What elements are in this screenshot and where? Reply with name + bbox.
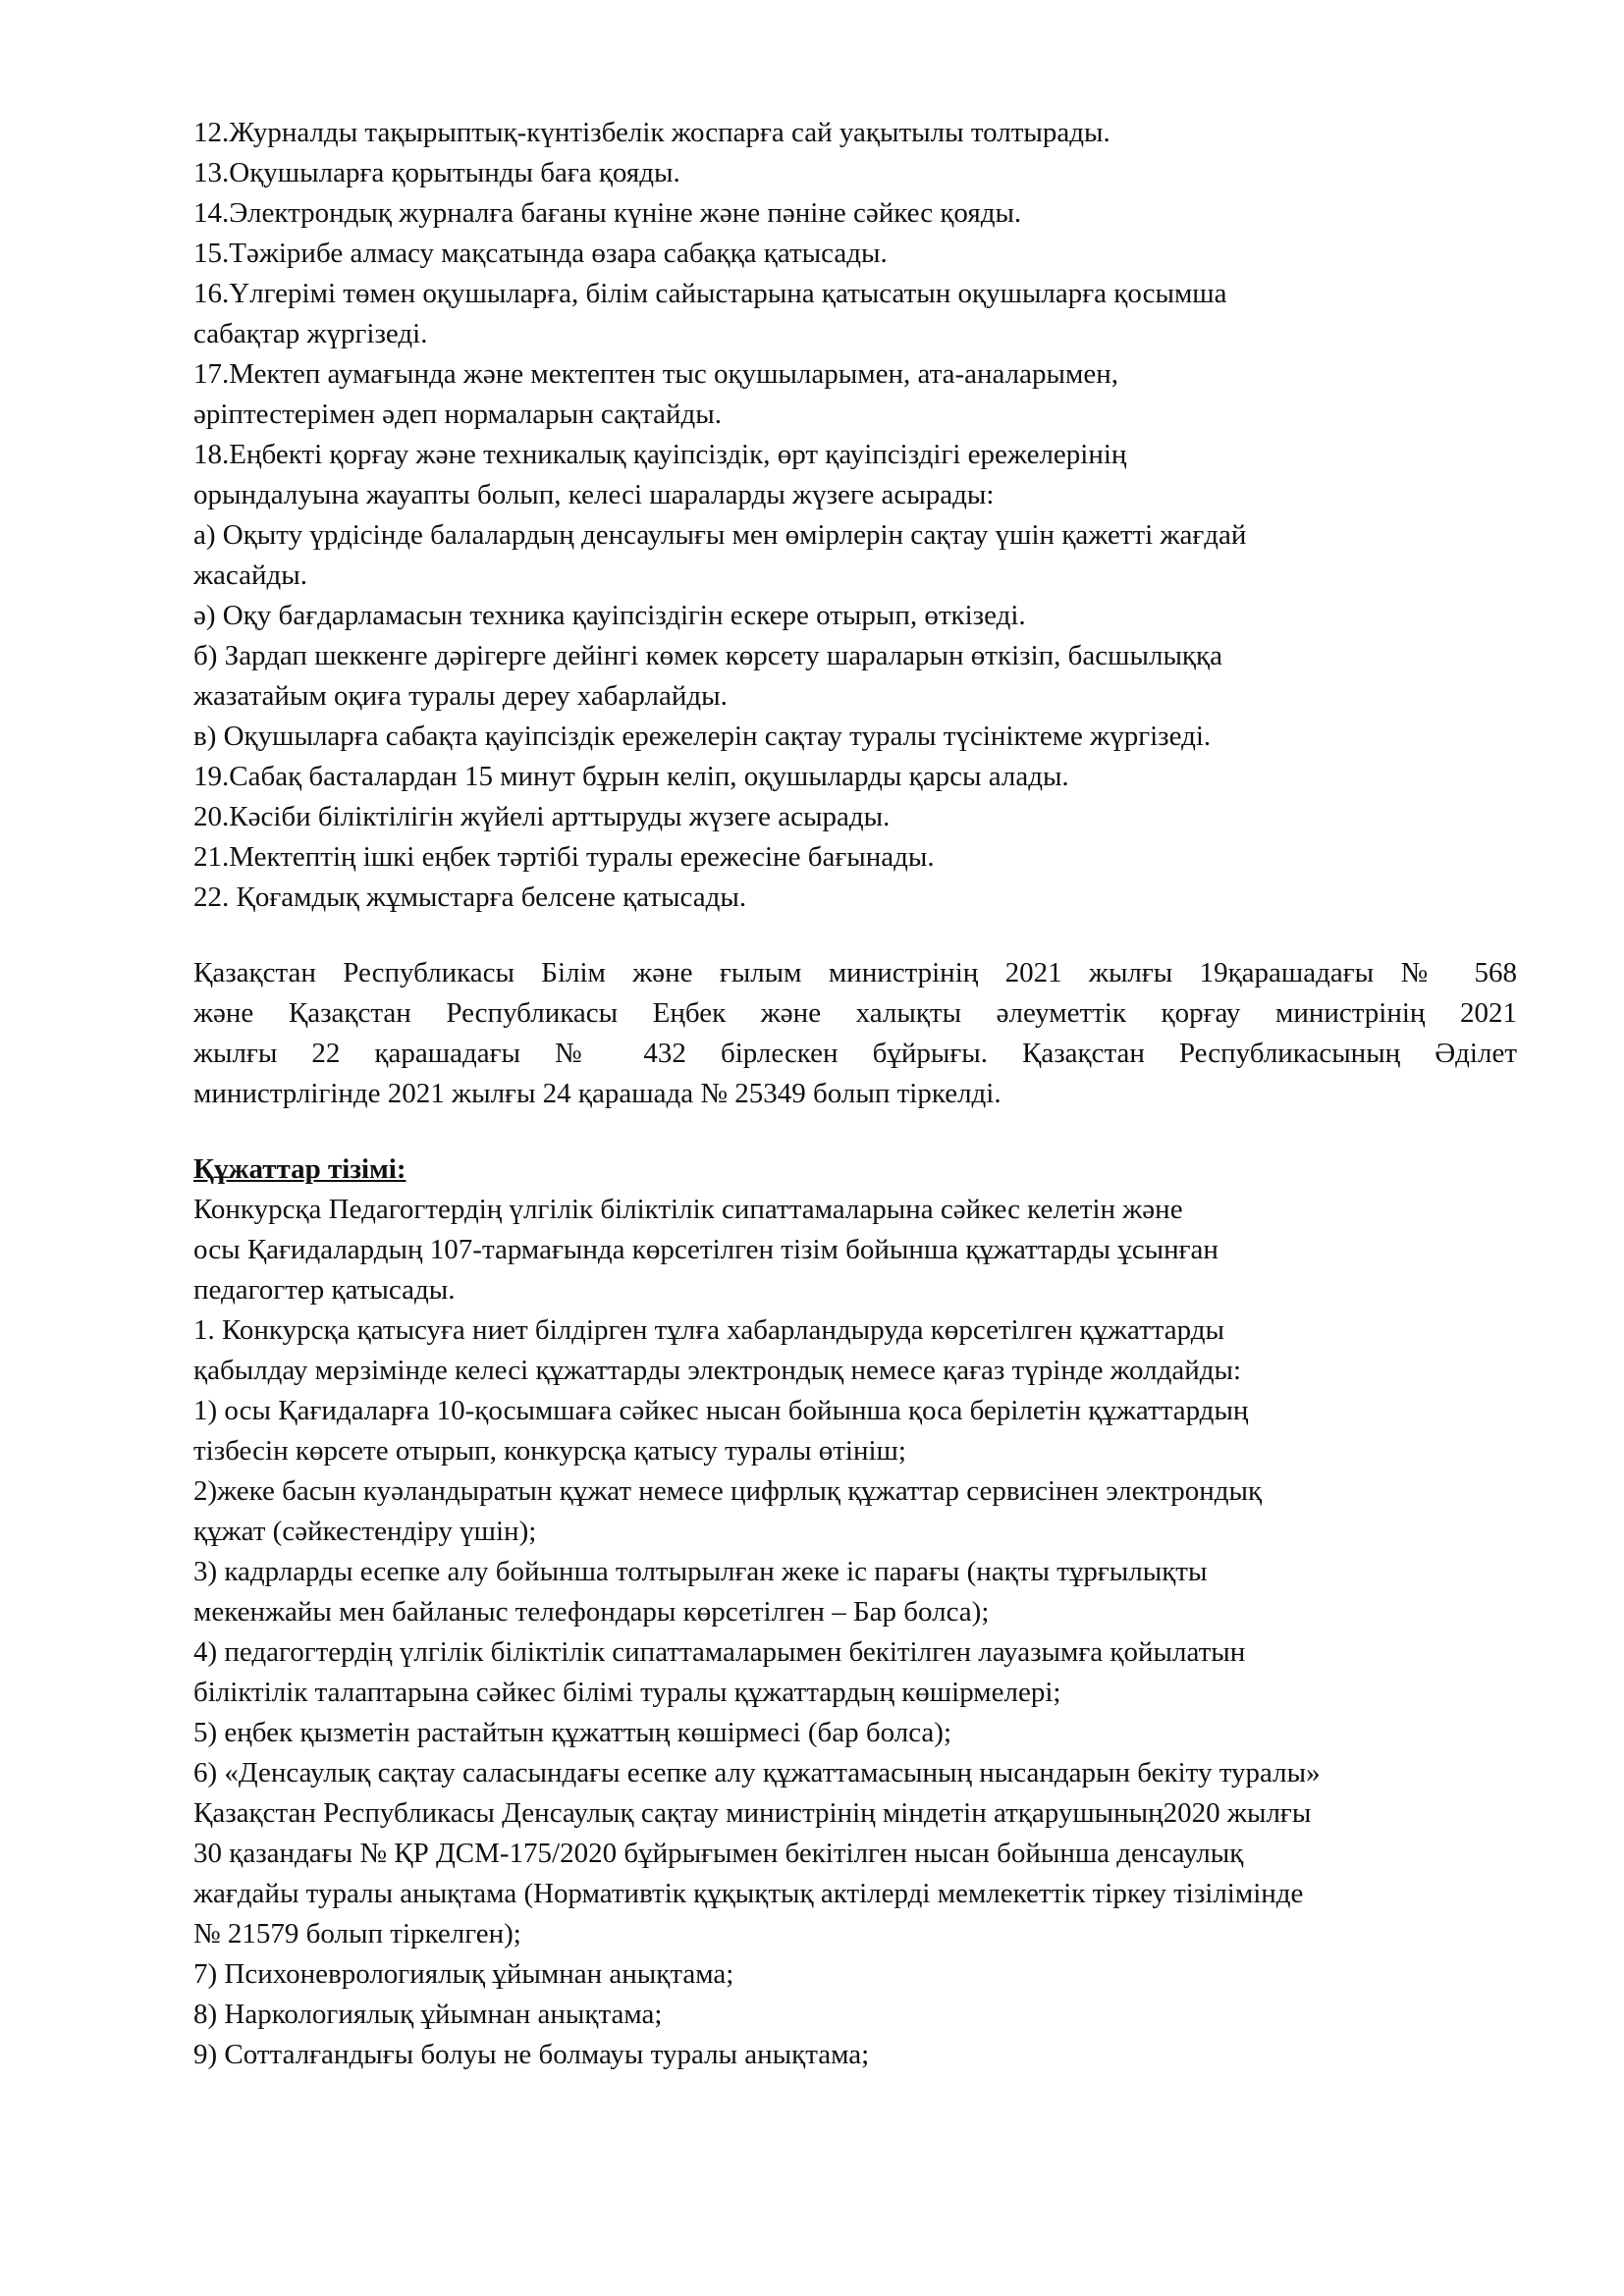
text-line: Қазақстан Республикасы Денсаулық сақтау министрінің міндетін атқарушының2020 жылғы [193,1797,1312,1829]
text-line: 8) Наркологиялық ұйымнан анықтама; [193,1999,663,2030]
text-line: в) Оқушыларға сабақта қауіпсіздік ережелерін сақтау туралы түсініктеме жүргізеді. [193,721,1212,752]
text-line: құжат (сәйкестендіру үшін); [193,1516,537,1547]
text-line: № 21579 болып тіркелген); [193,1918,521,1949]
text-line: қабылдау мерзімінде келесі құжаттарды электрондық немесе қағаз түрінде жолдайды: [193,1355,1242,1386]
text-line: Конкурсқа Педагогтердің үлгілік біліктілік сипаттамаларына сәйкес келетін және [193,1194,1183,1225]
text-line: 15.Тәжірибе алмасу мақсатында өзара сабаққа қатысады. [193,238,888,269]
text-line: 4) педагогтердің үлгілік біліктілік сипаттамаларымен бекітілген лауазымға қойылатын [193,1636,1246,1668]
text-line: жағдайы туралы анықтама (Нормативтік құқықтық актілерді мемлекеттік тіркеу тізілімінде [193,1878,1304,1909]
text-line: 17.Мектеп аумағында және мектептен тыс оқушыларымен, ата-аналарымен, [193,358,1118,390]
text-line: а) Оқыту үрдісінде балалардың денсаулығы мен өмірлерін сақтау үшін қажетті жағдай [193,519,1247,551]
text-line: 20.Кәсіби біліктілігін жүйелі арттыруды жүзеге асырады. [193,801,891,832]
text-line: 1) осы Қағидаларға 10-қосымшаға сәйкес нысан бойынша қоса берілетін құжаттардың [193,1395,1249,1426]
text-line: 2)жеке басын куәландыратын құжат немесе цифрлық құжаттар сервисінен электрондық [193,1475,1263,1507]
section-heading: Құжаттар тізімі: [193,1153,406,1185]
text-line: 14.Электрондық журналға бағаны күніне және пәніне сәйкес қояды. [193,197,1022,229]
text-line: 13.Оқушыларға қорытынды баға қояды. [193,157,680,188]
text-line: ә) Оқу бағдарламасын техника қауіпсіздігін ескере отырып, өткізеді. [193,600,1026,631]
text-line: педагогтер қатысады. [193,1274,456,1306]
text-line: 6) «Денсаулық сақтау саласындағы есепке алу құжаттамасының нысандарын бекіту туралы» [193,1757,1321,1789]
text-line: тізбесін көрсете отырып, конкурсқа қатысу туралы өтініш; [193,1435,906,1467]
text-line: жылғы 22 қарашадағы № 432 бірлескен бұйрығы. Қазақстан Республикасының Әділет [193,1038,1517,1069]
text-line: 1. Конкурсқа қатысуға ниет білдірген тұлға хабарландыруда көрсетілген құжаттарды [193,1314,1225,1346]
text-line: 16.Үлгерімі төмен оқушыларға, білім сайыстарына қатысатын оқушыларға қосымша [193,278,1227,309]
text-line: мекенжайы мен байланыс телефондары көрсетілген – Бар болса); [193,1596,990,1628]
text-line: 9) Сотталғандығы болуы не болмауы туралы анықтама; [193,2039,870,2070]
text-line: біліктілік талаптарына сәйкес білімі туралы құжаттардың көшірмелері; [193,1677,1061,1708]
text-line: б) Зардап шеккенге дәрігерге дейінгі көмек көрсету шараларын өткізіп, басшылыққа [193,640,1222,671]
text-line: министрлігінде 2021 жылғы 24 қарашада № 25349 болып тіркелді. [193,1078,1001,1109]
text-line: 18.Еңбекті қорғау және техникалық қауіпсіздік, өрт қауіпсіздігі ережелерінің [193,439,1127,470]
text-line: жазатайым оқиға туралы дереу хабарлайды. [193,680,728,712]
text-line: әріптестерімен әдеп нормаларын сақтайды. [193,399,723,430]
text-line: 30 қазандағы № ҚР ДСМ-175/2020 бұйрығымен бекітілген нысан бойынша денсаулық [193,1838,1244,1869]
text-line: 19.Сабақ басталардан 15 минут бұрын келіп, оқушыларды қарсы алады. [193,761,1069,792]
text-line: 7) Психоневрологиялық ұйымнан анықтама; [193,1958,734,1990]
text-line: 22. Қоғамдық жұмыстарға белсене қатысады. [193,881,747,913]
text-line: сабақтар жүргізеді. [193,318,428,349]
text-line: жасайды. [193,560,308,591]
text-line: 21.Мектептің ішкі еңбек тәртібі туралы ережесіне бағынады. [193,841,935,873]
text-line: орындалуына жауапты болып, келесі шараларды жүзеге асырады: [193,479,995,510]
text-line: және Қазақстан Республикасы Еңбек және халықты әлеуметтік қорғау министрінің 2021 [193,997,1517,1029]
text-line: Қазақстан Республикасы Білім және ғылым министрінің 2021 жылғы 19қарашадағы № 568 [193,957,1517,988]
text-line: 12.Журналды тақырыптық-күнтізбелік жоспарға сай уақытылы толтырады. [193,117,1110,148]
text-line: 5) еңбек қызметін растайтын құжаттың көшірмесі (бар болса); [193,1717,952,1748]
text-line: осы Қағидалардың 107-тармағында көрсетілген тізім бойынша құжаттарды ұсынған [193,1234,1218,1265]
text-line: 3) кадрларды есепке алу бойынша толтырылған жеке іс парағы (нақты тұрғылықты [193,1556,1208,1587]
